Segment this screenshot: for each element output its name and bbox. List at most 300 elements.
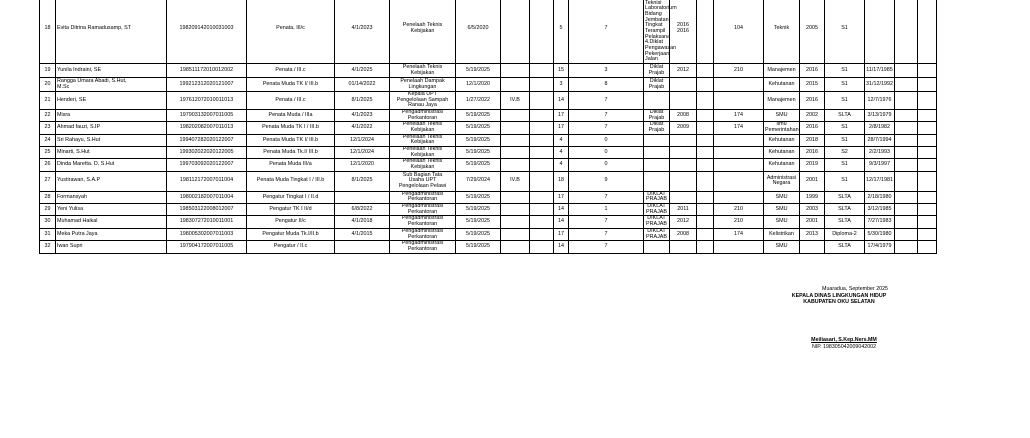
- table-row: [40, 0, 937, 64]
- cell-mk_thn: 4: [554, 159, 569, 171]
- cell-lahir: 28/7/1994: [865, 134, 895, 146]
- cell-empty: [918, 147, 937, 159]
- cell-diklat: DIKLAT PRAJAB: [644, 228, 670, 240]
- cell-lulus: 1999: [800, 191, 825, 203]
- cell-mk_bln: 7: [569, 110, 644, 122]
- table-row: [40, 64, 937, 78]
- cell-tmt_jab: 5/19/2025: [456, 241, 501, 253]
- cell-name: Iwan Supri: [56, 241, 167, 253]
- cell-name: Sri Rahayu, S.Hut: [56, 134, 167, 146]
- cell-d_thn: [670, 171, 697, 191]
- cell-tingkat: Diploma-2: [825, 228, 865, 240]
- cell-lulus: 2016: [800, 64, 825, 78]
- cell-tmt: 12/1/2020: [335, 159, 390, 171]
- cell-no: 27: [40, 171, 56, 191]
- cell-nip: 198511172010012002: [167, 64, 247, 78]
- cell-mk_thn: 14: [554, 241, 569, 253]
- cell-mk_thn: 15: [554, 64, 569, 78]
- cell-jurusan: Kelistrikan: [764, 228, 800, 240]
- cell-diklat: [644, 241, 670, 253]
- cell-d_jam: [714, 171, 764, 191]
- table-row: [40, 92, 937, 110]
- cell-empty: [697, 204, 714, 216]
- cell-d_jam: 174: [714, 110, 764, 122]
- cell-esl: [501, 134, 530, 146]
- cell-jabatan: Pengadministrasi Perkantoran: [390, 204, 456, 216]
- cell-empty: [895, 92, 918, 110]
- cell-tmt: 8/1/2025: [335, 171, 390, 191]
- cell-mk_bln: 7: [569, 228, 644, 240]
- cell-mk_bln: 1: [569, 204, 644, 216]
- cell-d_thn: 2009: [670, 122, 697, 134]
- cell-tmt_jab: 6/5/2020: [456, 0, 501, 64]
- cell-esl: [501, 78, 530, 92]
- cell-mk_bln: 9: [569, 171, 644, 191]
- cell-mk_thn: 5: [554, 0, 569, 64]
- table-row: [40, 110, 937, 122]
- table-row: [40, 228, 937, 240]
- cell-jabatan: Penelaah Teknis Kebijakan: [390, 147, 456, 159]
- cell-d_jam: 210: [714, 204, 764, 216]
- cell-no: 22: [40, 110, 56, 122]
- signature-official-nip: NIP. 198305042009042002: [811, 343, 877, 350]
- cell-jabatan: Penelaah Teknis Kebijakan: [390, 134, 456, 146]
- cell-d_thn: 2008: [670, 110, 697, 122]
- cell-name: Yunila Indraini, SE: [56, 64, 167, 78]
- cell-tingkat: SLTA: [825, 191, 865, 203]
- cell-tmt_jab: 5/19/2025: [456, 228, 501, 240]
- cell-d_jam: [714, 147, 764, 159]
- cell-lahir: 3/12/1985: [865, 204, 895, 216]
- cell-d_jam: [714, 191, 764, 203]
- cell-tingkat: S1: [825, 159, 865, 171]
- cell-mk_thn: 17: [554, 110, 569, 122]
- cell-nip: 198202082007011013: [167, 122, 247, 134]
- cell-empty: [530, 0, 554, 64]
- cell-tmt: 8/1/2025: [335, 92, 390, 110]
- cell-esl: [501, 191, 530, 203]
- cell-empty: [697, 228, 714, 240]
- cell-mk_thn: 17: [554, 228, 569, 240]
- cell-empty: [697, 92, 714, 110]
- cell-pangkat: Pengatur TK I II/d: [247, 204, 335, 216]
- cell-esl: IV.B: [501, 92, 530, 110]
- cell-jurusan: SMU: [764, 110, 800, 122]
- table-row: [40, 134, 937, 146]
- cell-mk_bln: 7: [569, 191, 644, 203]
- cell-lahir: 17/4/1979: [865, 241, 895, 253]
- cell-jabatan: Penelaah Dampak Lingkungan: [390, 78, 456, 92]
- cell-no: 25: [40, 147, 56, 159]
- cell-nip: 199302022020122005: [167, 147, 247, 159]
- cell-lulus: 2001: [800, 216, 825, 228]
- cell-nip: 198112172007011004: [167, 171, 247, 191]
- cell-no: 31: [40, 228, 56, 240]
- cell-diklat: [644, 171, 670, 191]
- cell-diklat: [644, 134, 670, 146]
- cell-empty: [895, 204, 918, 216]
- cell-tingkat: S2: [825, 147, 865, 159]
- cell-esl: [501, 216, 530, 228]
- cell-tmt_jab: 5/19/2025: [456, 191, 501, 203]
- cell-empty: [895, 159, 918, 171]
- cell-mk_bln: 0: [569, 159, 644, 171]
- cell-empty: [918, 110, 937, 122]
- cell-lahir: 11/17/1985: [865, 64, 895, 78]
- cell-tmt_jab: 5/19/2025: [456, 159, 501, 171]
- cell-mk_thn: 18: [554, 171, 569, 191]
- cell-jabatan: Pengadministrasi Perkantoran: [390, 241, 456, 253]
- cell-lulus: 2018: [800, 134, 825, 146]
- cell-tmt_jab: 7/29/2024: [456, 171, 501, 191]
- cell-d_jam: 210: [714, 216, 764, 228]
- cell-tmt: 6/8/2022: [335, 204, 390, 216]
- cell-jurusan: Administrasi Negara: [764, 171, 800, 191]
- cell-name: Yeni Yulisa: [56, 204, 167, 216]
- cell-empty: [918, 241, 937, 253]
- cell-diklat: DIKLAT PRAJAB: [644, 216, 670, 228]
- table-row: [40, 191, 937, 203]
- table-row: [40, 241, 937, 253]
- cell-esl: [501, 147, 530, 159]
- cell-no: 20: [40, 78, 56, 92]
- cell-tmt: 01/14/2022: [335, 78, 390, 92]
- cell-lahir: 2/2/1993: [865, 147, 895, 159]
- cell-tingkat: S1: [825, 64, 865, 78]
- cell-d_jam: [714, 92, 764, 110]
- cell-tmt: [335, 241, 390, 253]
- cell-mk_bln: 0: [569, 134, 644, 146]
- cell-no: 32: [40, 241, 56, 253]
- cell-empty: [530, 147, 554, 159]
- cell-empty: [697, 147, 714, 159]
- cell-tmt_jab: 5/19/2025: [456, 147, 501, 159]
- cell-esl: IV.B: [501, 171, 530, 191]
- cell-tmt: [335, 191, 390, 203]
- cell-empty: [918, 191, 937, 203]
- cell-d_thn: [670, 191, 697, 203]
- cell-lulus: 2015: [800, 78, 825, 92]
- cell-lahir: 31/12/1992: [865, 78, 895, 92]
- cell-tmt_jab: 5/19/2025: [456, 64, 501, 78]
- cell-empty: [918, 216, 937, 228]
- cell-jurusan: Ilmu Pemerintahan: [765, 121, 799, 134]
- cell-mk_thn: 14: [554, 216, 569, 228]
- cell-tingkat: S1: [825, 171, 865, 191]
- cell-diklat: DIKLAT PRAJAB: [644, 191, 670, 203]
- cell-tmt_jab: 12/1/2020: [456, 78, 501, 92]
- cell-empty: [895, 171, 918, 191]
- cell-d_thn: [670, 134, 697, 146]
- cell-jurusan: Manajemen: [764, 64, 800, 78]
- cell-empty: [918, 228, 937, 240]
- cell-name: Evita Ditrina Ramadusamp, ST: [56, 0, 167, 64]
- cell-mk_thn: 3: [554, 78, 569, 92]
- cell-pangkat: Penata Muda TK I / III.b: [247, 122, 335, 134]
- cell-lulus: 2019: [800, 159, 825, 171]
- cell-mk_bln: 8: [569, 78, 644, 92]
- table-row: [40, 147, 937, 159]
- cell-lahir: [865, 0, 895, 64]
- cell-pangkat: Pengatur Muda Tk.I/II.b: [247, 228, 335, 240]
- cell-name: Ahmad fauzi, S.IP: [56, 122, 167, 134]
- cell-tmt_jab: 5/19/2025: [456, 216, 501, 228]
- cell-pangkat: Penata Muda TK I/ III.b: [247, 78, 335, 92]
- cell-esl: [501, 241, 530, 253]
- cell-mk_thn: 4: [554, 147, 569, 159]
- cell-lahir: 3/13/1979: [865, 110, 895, 122]
- cell-d_jam: 210: [714, 64, 764, 78]
- cell-no: 24: [40, 134, 56, 146]
- cell-lahir: 2/8/1982: [865, 122, 895, 134]
- cell-pangkat: Penata Muda Tk.I/ III.b: [247, 147, 335, 159]
- cell-tingkat: S1: [825, 0, 865, 64]
- cell-empty: [895, 0, 918, 64]
- cell-empty: [895, 78, 918, 92]
- cell-empty: [530, 78, 554, 92]
- cell-jurusan: SMU: [764, 204, 800, 216]
- cell-no: 21: [40, 92, 56, 110]
- cell-d_thn: [670, 92, 697, 110]
- cell-tingkat: S1: [825, 122, 865, 134]
- cell-nip: 198002182007011004: [167, 191, 247, 203]
- cell-tmt_jab: 1/27/2022: [456, 92, 501, 110]
- cell-d_thn: 2011: [670, 204, 697, 216]
- cell-d_thn: [670, 147, 697, 159]
- cell-jurusan: Kehutanan: [764, 147, 800, 159]
- cell-jabatan: Penelaah Teknis Kebijakan: [390, 159, 456, 171]
- cell-tmt: 4/1/2022: [335, 122, 390, 134]
- cell-nip: 199407282020122007: [167, 134, 247, 146]
- cell-empty: [918, 171, 937, 191]
- signature-title-line1: KEPALA DINAS LINGKUNGAN HIDUP: [791, 292, 887, 299]
- cell-d_thn: [670, 78, 697, 92]
- cell-jabatan: Penelaah Teknis Kebijakan: [390, 64, 456, 78]
- cell-pangkat: Penata Muda Tingkat I / III.b: [247, 171, 335, 191]
- cell-pangkat: Pengatur Tingkat I / II.d: [247, 191, 335, 203]
- cell-pangkat: Penata Muda TK I/ III.b: [247, 134, 335, 146]
- cell-name: Misra: [56, 110, 167, 122]
- cell-mk_bln: 7: [569, 92, 644, 110]
- cell-nip: 199212312020121007: [167, 78, 247, 92]
- cell-tmt: 12/1/2024: [335, 134, 390, 146]
- signature-official-name: Meiliasari, S.Kep.Ners.MM: [811, 337, 877, 343]
- cell-empty: [530, 216, 554, 228]
- cell-tmt_jab: 5/19/2025: [456, 204, 501, 216]
- cell-nip: 198209142010031003: [167, 0, 247, 64]
- cell-empty: [530, 191, 554, 203]
- cell-empty: [918, 134, 937, 146]
- cell-jabatan: Pengadministrasi Perkantoran: [390, 228, 456, 240]
- cell-name: Formansyah: [56, 191, 167, 203]
- cell-jurusan: SMU: [764, 216, 800, 228]
- cell-lahir: 12/17/1981: [865, 171, 895, 191]
- cell-diklat: Teknisi Laboratorium Bidang Jembatan Tingkat Terampil Pelaksana 4.Diklat Pengawasan Pekerjaan Jalan: [644, 0, 670, 64]
- cell-nip: 197903132007011005: [167, 110, 247, 122]
- cell-nip: 199703092020122007: [167, 159, 247, 171]
- cell-empty: [918, 204, 937, 216]
- cell-name: Minarti, S.Hut: [56, 147, 167, 159]
- cell-lulus: 2016: [800, 122, 825, 134]
- cell-empty: [530, 64, 554, 78]
- cell-empty: [697, 78, 714, 92]
- cell-name: Dinda Maretta. D, S.Hut: [56, 159, 167, 171]
- cell-empty: [697, 122, 714, 134]
- cell-jabatan: Pengadministrasi Perkantoran: [390, 191, 456, 203]
- table-row: [40, 159, 937, 171]
- cell-jurusan: SMU: [764, 191, 800, 203]
- cell-empty: [530, 159, 554, 171]
- cell-empty: [530, 228, 554, 240]
- cell-no: 26: [40, 159, 56, 171]
- cell-nip: 198005302007011003: [167, 228, 247, 240]
- cell-jurusan: Manajemen: [764, 92, 800, 110]
- cell-mk_bln: 7: [569, 216, 644, 228]
- cell-esl: [501, 122, 530, 134]
- table-row: [40, 171, 937, 191]
- cell-mk_thn: 14: [554, 92, 569, 110]
- cell-tingkat: S1: [825, 92, 865, 110]
- cell-empty: [895, 110, 918, 122]
- cell-esl: [501, 0, 530, 64]
- cell-lulus: 2016: [800, 147, 825, 159]
- cell-empty: [530, 204, 554, 216]
- cell-empty: [895, 216, 918, 228]
- cell-lahir: 5/30/1980: [865, 228, 895, 240]
- cell-empty: [697, 110, 714, 122]
- cell-no: 29: [40, 204, 56, 216]
- cell-nip: 198503122008012007: [167, 204, 247, 216]
- signature-title-line2: KABUPATEN OKU SELATAN: [803, 299, 875, 306]
- cell-mk_thn: 17: [554, 122, 569, 134]
- table-body: [40, 0, 937, 253]
- cell-empty: [895, 241, 918, 253]
- cell-pangkat: Penata Muda III/a: [247, 159, 335, 171]
- cell-empty: [697, 134, 714, 146]
- cell-jabatan: Sub Bagian Tata Usaha UPT Pengelolaan Pelawi: [390, 171, 456, 191]
- cell-d_jam: [714, 159, 764, 171]
- cell-empty: [895, 191, 918, 203]
- cell-mk_thn: 17: [554, 191, 569, 203]
- cell-mk_bln: 7: [569, 122, 644, 134]
- cell-empty: [918, 159, 937, 171]
- cell-jurusan: Teknik: [764, 0, 800, 64]
- cell-pangkat: Pengatur II/c: [247, 216, 335, 228]
- cell-no: 28: [40, 191, 56, 203]
- cell-tingkat: SLTA: [825, 216, 865, 228]
- cell-no: 23: [40, 122, 56, 134]
- cell-esl: [501, 110, 530, 122]
- cell-d_jam: [714, 241, 764, 253]
- cell-mk_bln: 3: [569, 64, 644, 78]
- cell-diklat: Diklat Prajab: [644, 122, 670, 134]
- cell-empty: [697, 159, 714, 171]
- cell-empty: [895, 228, 918, 240]
- cell-diklat: Diklat Prajab: [644, 78, 670, 92]
- cell-d_thn: 2008: [670, 228, 697, 240]
- cell-diklat: [644, 92, 670, 110]
- cell-diklat: DIKLAT PRAJAB: [644, 204, 670, 216]
- table-row: [40, 204, 937, 216]
- cell-empty: [918, 78, 937, 92]
- cell-diklat: Diklat Prajab: [644, 64, 670, 78]
- cell-empty: [697, 216, 714, 228]
- cell-tmt: 4/1/2015: [335, 228, 390, 240]
- cell-empty: [918, 122, 937, 134]
- cell-empty: [918, 64, 937, 78]
- cell-d_thn: 2016 2016: [670, 0, 697, 64]
- cell-d_thn: 2012: [670, 64, 697, 78]
- cell-name: Rangga Umara Abadi, S.Hut, M.Sc: [56, 78, 167, 92]
- cell-jurusan: SMU: [764, 241, 800, 253]
- cell-lulus: 2016: [800, 92, 825, 110]
- cell-d_jam: 174: [714, 122, 764, 134]
- cell-diklat: [644, 159, 670, 171]
- cell-tmt: 4/1/2025: [335, 64, 390, 78]
- cell-esl: [501, 159, 530, 171]
- cell-empty: [918, 0, 937, 64]
- cell-empty: [697, 241, 714, 253]
- cell-nip: 198307272010011001: [167, 216, 247, 228]
- table-row: [40, 216, 937, 228]
- signature-block: [790, 286, 888, 306]
- cell-empty: [530, 110, 554, 122]
- cell-lahir: 12/7/1976: [865, 92, 895, 110]
- cell-name: Muhamad Haikal: [56, 216, 167, 228]
- cell-tmt_jab: 5/19/2025: [456, 110, 501, 122]
- cell-tingkat: S1: [825, 134, 865, 146]
- cell-jabatan: Kepala UPT Pengelolaan Sampah Ranau Jaya: [390, 92, 456, 110]
- cell-empty: [530, 241, 554, 253]
- cell-empty: [918, 92, 937, 110]
- cell-tmt: 4/1/2018: [335, 216, 390, 228]
- cell-tmt: 12/1/2024: [335, 147, 390, 159]
- table-row: [40, 78, 937, 92]
- cell-empty: [697, 0, 714, 64]
- cell-empty: [895, 147, 918, 159]
- cell-d_thn: [670, 159, 697, 171]
- cell-empty: [895, 134, 918, 146]
- cell-tingkat: SLTA: [825, 204, 865, 216]
- cell-empty: [895, 64, 918, 78]
- cell-tingkat: SLTA: [825, 110, 865, 122]
- cell-mk_thn: 14: [554, 204, 569, 216]
- cell-empty: [697, 171, 714, 191]
- cell-lulus: 2005: [800, 0, 825, 64]
- table-row: [40, 122, 937, 134]
- cell-diklat: [644, 147, 670, 159]
- cell-empty: [895, 122, 918, 134]
- cell-name: Henderi, SE: [56, 92, 167, 110]
- cell-esl: [501, 228, 530, 240]
- cell-nip: 197904172007011005: [167, 241, 247, 253]
- cell-jabatan: Pengadministrasi Perkantoran: [390, 110, 456, 122]
- cell-empty: [530, 171, 554, 191]
- cell-tingkat: S1: [825, 78, 865, 92]
- employee-table: [39, 0, 937, 254]
- cell-jabatan: Pengadministrasi Perkantoran: [390, 216, 456, 228]
- cell-lulus: 2013: [800, 228, 825, 240]
- cell-d_thn: [670, 241, 697, 253]
- cell-mk_thn: 4: [554, 134, 569, 146]
- cell-jurusan: Kehutanan: [764, 78, 800, 92]
- cell-jabatan: Penelaah Teknis Kebijakan: [390, 0, 456, 64]
- cell-jurusan: Kehutanan: [764, 159, 800, 171]
- cell-jabatan: Penelaah Teknis Kebijakan: [390, 122, 456, 134]
- cell-empty: [697, 191, 714, 203]
- cell-d_thn: 2012: [670, 216, 697, 228]
- cell-d_jam: [714, 78, 764, 92]
